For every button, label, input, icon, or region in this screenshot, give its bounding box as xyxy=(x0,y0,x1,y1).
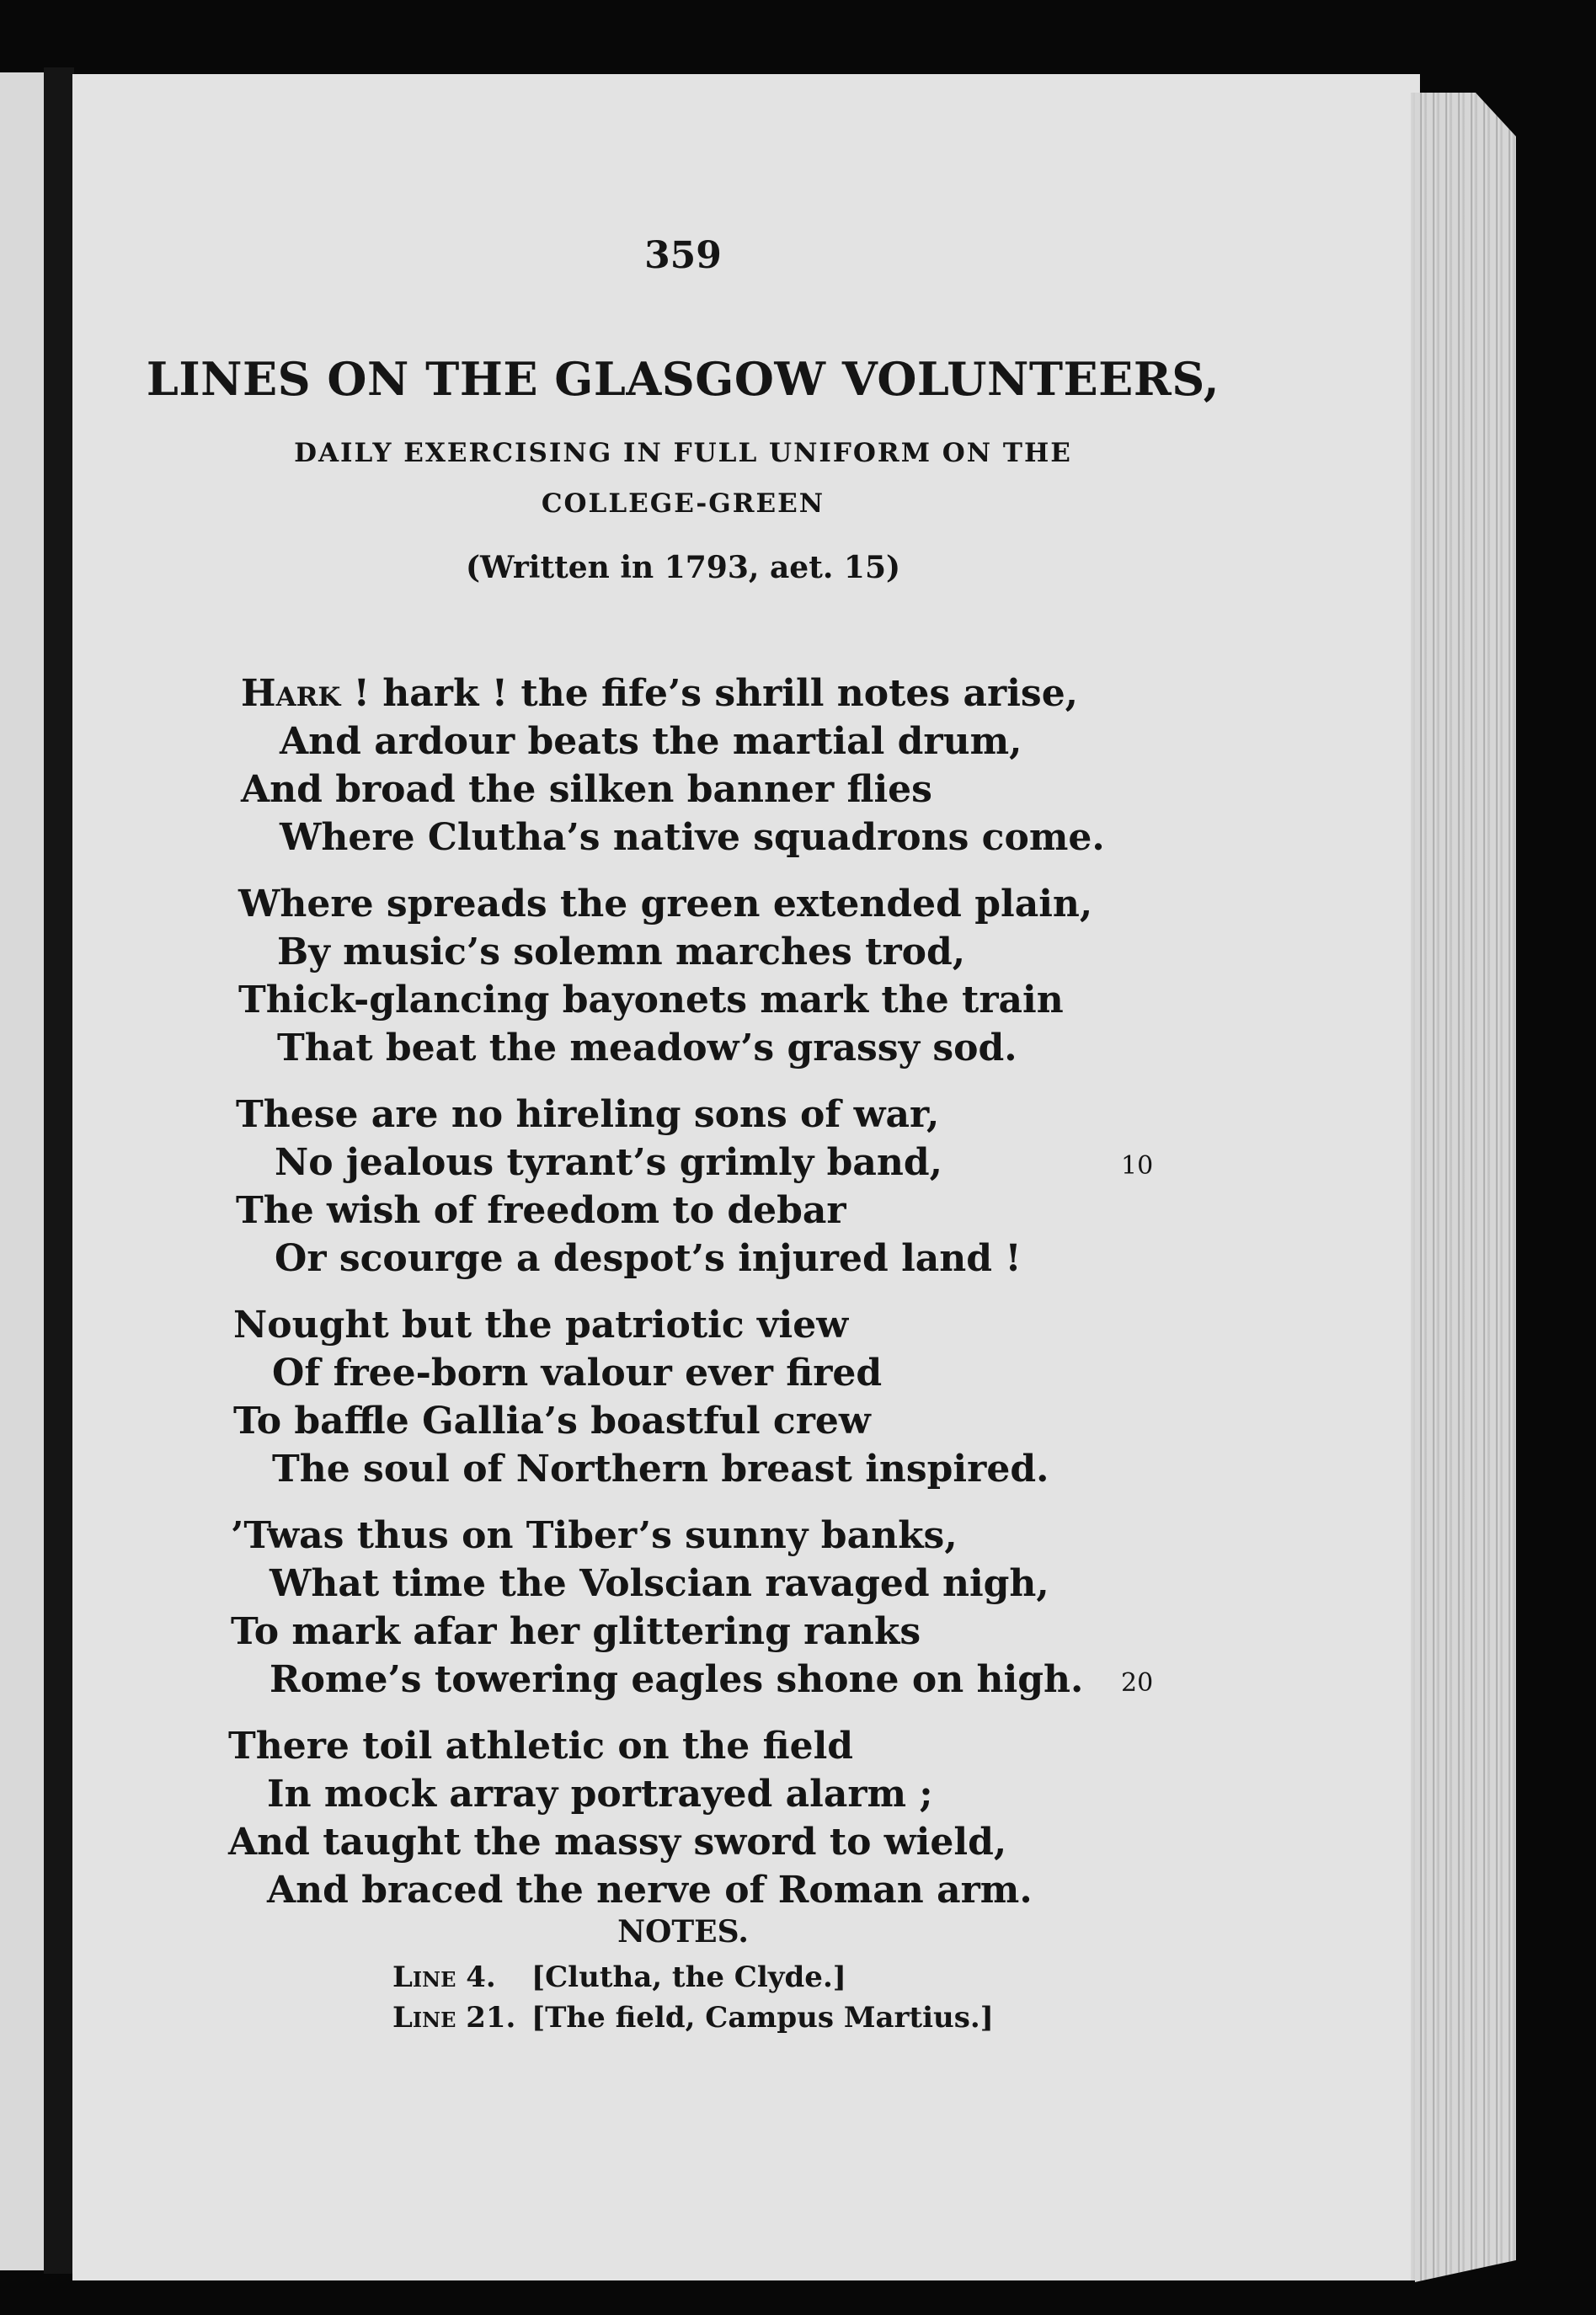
book-page xyxy=(72,74,1420,2280)
verse-line: To baffle Gallia’s boastful crew xyxy=(233,1400,871,1443)
verse-line: Where Clutha’s native squadrons come. xyxy=(280,816,1105,859)
verse-line: Nought but the patriotic view xyxy=(233,1304,849,1347)
note-text: [The field, Campus Martius.] xyxy=(531,2001,994,2035)
notes-heading: NOTES. xyxy=(617,1914,749,1950)
verse-line: And ardour beats the martial drum, xyxy=(280,720,1022,763)
line-number-marker: 10 xyxy=(1121,1151,1154,1181)
verse-line: Where spreads the green extended plain, xyxy=(238,883,1093,925)
verse-line: What time the Volscian ravaged nigh, xyxy=(270,1562,1049,1605)
note-text: [Clutha, the Clyde.] xyxy=(531,1960,846,1994)
verse-line: To mark afar her glittering ranks xyxy=(231,1610,921,1653)
verse-line: Rome’s towering eagles shone on high. xyxy=(270,1658,1084,1701)
note-item xyxy=(392,2001,994,2035)
verse-line: And taught the massy sword to wield, xyxy=(228,1821,1007,1864)
page-number: 359 xyxy=(644,234,722,277)
written-date: (Written in 1793, aet. 15) xyxy=(465,550,901,585)
note-label: Line 4. xyxy=(392,1960,496,1994)
facing-page-edge xyxy=(0,72,44,2270)
verse-line: These are no hireling sons of war, xyxy=(236,1093,940,1136)
note-item xyxy=(392,1960,846,1994)
book-gutter xyxy=(44,67,74,2274)
note-label: Line 21. xyxy=(392,2001,516,2035)
verse-line: In mock array portrayed alarm ; xyxy=(267,1773,933,1816)
page-stack-edges xyxy=(1415,93,1516,2282)
poem-subtitle-line-1: DAILY EXERCISING IN FULL UNIFORM ON THE xyxy=(294,438,1072,468)
verse-line: Hark ! hark ! the fife’s shrill notes arise, xyxy=(241,672,1079,715)
poem-title: LINES ON THE GLASGOW VOLUNTEERS, xyxy=(146,352,1220,406)
verse-line: Thick-glancing bayonets mark the train xyxy=(238,979,1064,1021)
verse-line: No jealous tyrant’s grimly band, xyxy=(275,1141,942,1184)
verse-line: Of free-born valour ever fired xyxy=(272,1352,883,1395)
verse-line: Or scourge a despot’s injured land ! xyxy=(275,1237,1022,1280)
verse-line: And broad the silken banner flies xyxy=(241,768,932,811)
verse-line: ’Twas thus on Tiber’s sunny banks, xyxy=(231,1514,958,1557)
verse-line: And braced the nerve of Roman arm. xyxy=(267,1869,1033,1912)
line-number-marker: 20 xyxy=(1121,1668,1154,1698)
verse-line: The soul of Northern breast inspired. xyxy=(272,1448,1049,1491)
poem-subtitle-line-2: COLLEGE-GREEN xyxy=(541,488,825,519)
verse-line: By music’s solemn marches trod, xyxy=(277,931,966,973)
verse-line: There toil athletic on the field xyxy=(228,1725,854,1768)
verse-line: That beat the meadow’s grassy sod. xyxy=(277,1027,1017,1069)
verse-line: The wish of freedom to debar xyxy=(236,1189,846,1232)
poem-body xyxy=(72,74,1420,2280)
